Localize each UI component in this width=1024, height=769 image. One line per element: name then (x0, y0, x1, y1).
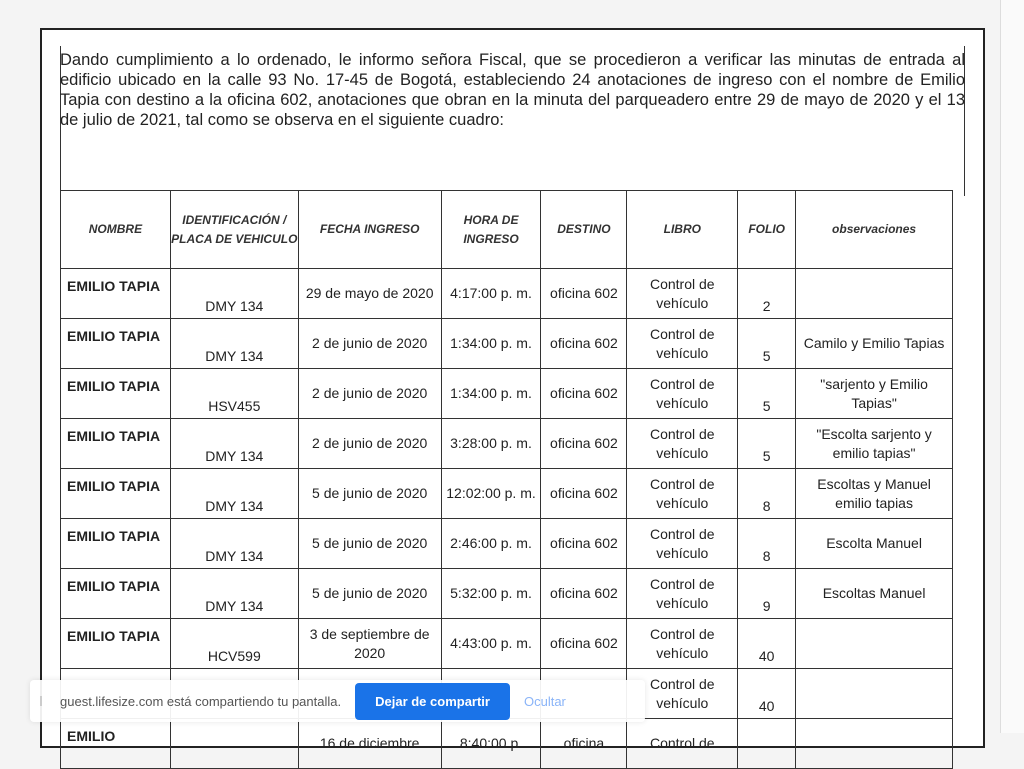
cell-book: Control de vehículo (627, 469, 738, 519)
drag-handle-icon[interactable] (40, 696, 46, 706)
column-header: NOMBRE (61, 191, 171, 269)
hide-button[interactable]: Ocultar (523, 693, 566, 709)
screen-share-bar (30, 680, 645, 722)
document-page (40, 28, 985, 751)
cell-folio (738, 719, 796, 769)
cell-folio: 8 (738, 519, 796, 569)
cell-dest: oficina 602 (541, 569, 627, 619)
table-row (61, 719, 953, 769)
cell-id: DMY 134 (170, 419, 298, 469)
cell-name: EMILIO (61, 719, 171, 769)
stop-sharing-button[interactable]: Dejar de compartir (355, 683, 510, 720)
cell-dest: oficina 602 (541, 619, 627, 669)
column-header: FECHA INGRESO (298, 191, 441, 269)
column-header: observaciones (796, 191, 953, 269)
cell-name: EMILIO TAPIA (61, 319, 171, 369)
cell-id: DMY 134 (170, 319, 298, 369)
cell-name: EMILIO TAPIA (61, 619, 171, 669)
cell-dest: oficina 602 (541, 419, 627, 469)
table-row (61, 469, 953, 519)
cell-obs: Escoltas Manuel (796, 569, 953, 619)
cell-id: DMY 134 (170, 569, 298, 619)
cell-dest: oficina (541, 719, 627, 769)
cell-dest: oficina 602 (541, 269, 627, 319)
cell-date: 2 de junio de 2020 (298, 419, 441, 469)
cell-name: EMILIO TAPIA (61, 569, 171, 619)
cell-id (170, 719, 298, 769)
cell-book: Control de vehículo (627, 419, 738, 469)
cell-book: Control de vehículo (627, 619, 738, 669)
cell-dest: oficina 602 (541, 519, 627, 569)
cell-time: 4:43:00 p. m. (441, 619, 541, 669)
cell-date: 5 de junio de 2020 (298, 569, 441, 619)
cell-id: HSV455 (170, 369, 298, 419)
cell-time: 12:02:00 p. m. (441, 469, 541, 519)
cell-name: EMILIO TAPIA (61, 469, 171, 519)
cell-id: DMY 134 (170, 269, 298, 319)
scrollbar[interactable] (1000, 0, 1024, 733)
column-header: LIBRO (627, 191, 738, 269)
cell-id: DMY 134 (170, 519, 298, 569)
cell-book: Control de vehículo (627, 369, 738, 419)
table-header (61, 191, 953, 269)
cell-id: DMY 134 (170, 469, 298, 519)
cell-folio: 5 (738, 319, 796, 369)
cell-time: 1:34:00 p. m. (441, 319, 541, 369)
cell-dest: oficina 602 (541, 469, 627, 519)
cell-book: Control de vehículo (627, 669, 738, 719)
cell-folio: 9 (738, 569, 796, 619)
cell-date: 2 de junio de 2020 (298, 319, 441, 369)
cell-obs: Escoltas y Manuel emilio tapias (796, 469, 953, 519)
cell-name: EMILIO TAPIA (61, 269, 171, 319)
cell-name: EMILIO TAPIA (61, 369, 171, 419)
table-row (61, 519, 953, 569)
cell-time: 8:40:00 p. (441, 719, 541, 769)
cell-obs (796, 719, 953, 769)
cell-obs: "sarjento y Emilio Tapias" (796, 369, 953, 419)
table-row (61, 269, 953, 319)
table-row (61, 569, 953, 619)
cell-book: Control de (627, 719, 738, 769)
cell-date: 3 de septiembre de 2020 (298, 619, 441, 669)
cell-folio: 5 (738, 419, 796, 469)
cell-folio: 2 (738, 269, 796, 319)
table-row (61, 419, 953, 469)
cell-date: 5 de junio de 2020 (298, 519, 441, 569)
cell-dest: oficina 602 (541, 319, 627, 369)
cell-name: EMILIO TAPIA (61, 419, 171, 469)
cell-obs: Camilo y Emilio Tapias (796, 319, 953, 369)
cell-book: Control de vehículo (627, 519, 738, 569)
cell-obs: Escolta Manuel (796, 519, 953, 569)
cell-book: Control de vehículo (627, 569, 738, 619)
table-row (61, 369, 953, 419)
cell-id: HCV599 (170, 619, 298, 669)
column-header: DESTINO (541, 191, 627, 269)
cell-name: EMILIO TAPIA (61, 519, 171, 569)
cell-time: 1:34:00 p. m. (441, 369, 541, 419)
cell-date: 2 de junio de 2020 (298, 369, 441, 419)
cell-date: 5 de junio de 2020 (298, 469, 441, 519)
share-message: guest.lifesize.com está compartiendo tu pantalla. (60, 693, 342, 709)
column-header: HORA DE INGRESO (441, 191, 541, 269)
cell-book: Control de vehículo (627, 269, 738, 319)
cell-obs: "Escolta sarjento y emilio tapias" (796, 419, 953, 469)
cell-folio: 40 (738, 619, 796, 669)
cell-date: 16 de diciembre (298, 719, 441, 769)
cell-folio: 40 (738, 669, 796, 719)
cell-obs (796, 669, 953, 719)
cell-time: 2:46:00 p. m. (441, 519, 541, 569)
cell-folio: 5 (738, 369, 796, 419)
column-header: IDENTIFICACIÓN / PLACA DE VEHICULO (170, 191, 298, 269)
intro-paragraph: Dando cumplimiento a lo ordenado, le informo señora Fiscal, que se procedieron a verificar las minutas de entrada al edificio ubicado en la calle 93 No. 17-45 de Bogotá, estableciendo 24 anotaciones de ingreso con el nombre de Emilio Tapia con destino a la oficina 602, anotaciones que obran en la minuta del parqueadero entre 29 de mayo de 2020 y el 13 de julio de 2021, tal como se observa en el siguiente cuadro: (60, 51, 965, 129)
cell-time: 3:28:00 p. m. (441, 419, 541, 469)
cell-obs (796, 269, 953, 319)
table-row (61, 619, 953, 669)
table-row (61, 319, 953, 369)
column-header: FOLIO (738, 191, 796, 269)
cell-book: Control de vehículo (627, 319, 738, 369)
cell-dest: oficina 602 (541, 369, 627, 419)
cell-obs (796, 619, 953, 669)
cell-time: 5:32:00 p. m. (441, 569, 541, 619)
cell-date: 29 de mayo de 2020 (298, 269, 441, 319)
cell-folio: 8 (738, 469, 796, 519)
cell-time: 4:17:00 p. m. (441, 269, 541, 319)
